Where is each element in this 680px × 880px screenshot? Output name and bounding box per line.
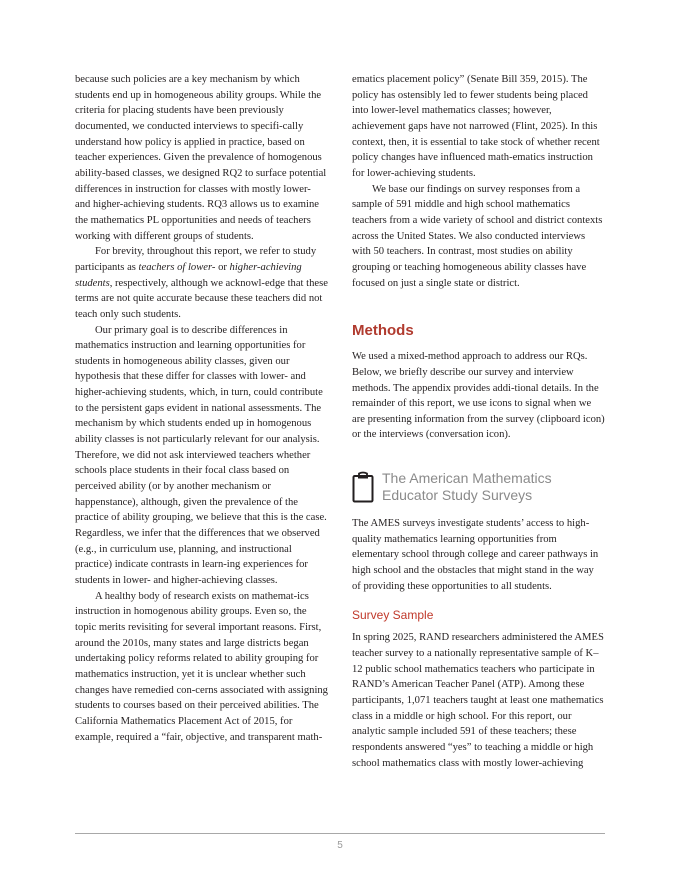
right-column [352, 72, 605, 771]
body-paragraph: For brevity, throughout this report, we refer to study participants as teachers of lower- or higher-achieving students, respectively, although we acknowl-edge that these terms are not quite accurate because these teachers did not teach only such students. [75, 246, 328, 320]
ames-section-header [352, 470, 605, 504]
body-paragraph: because such policies are a key mechanism by which students end up in homogeneous ability groups. While the criteria for placing students have been previously documented, we conducted interviews to specifi-cally understand how policy is applied in practice, based on teacher experiences. Given the prevalence of homogenous ability-based classes, we designed RQ2 to surface potential differences in instruction for classes with mostly lower- and higher-achieving students. RQ3 allows us to examine the mathematics PL opportunities and needs of teachers working with different groups of students. [75, 74, 327, 242]
left-column [75, 72, 328, 745]
body-paragraph: A healthy body of research exists on mathemat-ics instruction in homogenous ability groups. Even so, the topic merits revisiting for several important reasons. First, around the 2010s, many states and large districts began undertaking policy reforms related to ability grouping for mathematics instruction, yet it is unclear whether such changes have remedied con-cerns associated with assigning students to courses based on their perceived abilities. The California Mathematics Placement Act of 2015, for example, required a “fair, objective, and transparent math- [75, 590, 328, 743]
footer-divider [75, 833, 605, 834]
body-paragraph: ematics placement policy” (Senate Bill 359, 2015). The policy has ostensibly led to fewer students being placed into lower-level mathematics classes; however, achievement gaps have not narrowed (Flint, 2025). In this context, then, it is essential to take stock of whether recent policy changes have influenced math-ematics instruction for lower-achieving students. [352, 74, 600, 179]
ames-heading: The American Mathematics Educator Study Surveys [382, 470, 552, 504]
page-number: 5 [337, 840, 343, 851]
methods-heading: Methods [352, 322, 414, 340]
ames-paragraph: The AMES surveys investigate students’ access to high-quality mathematics learning opportunities from elementary school through college and career pathways in high school and the obstacles that might stand in the way of providing these opportunities to all students. [352, 518, 599, 592]
clipboard-icon [352, 471, 374, 503]
methods-paragraph: We used a mixed-method approach to address our RQs. Below, we briefly describe our survey and interview methods. The appendix provides addi-tional details. In the remainder of this report, we use icons to signal when we are presenting information from the survey (clipboard icon) or the interviews (conversation icon). [352, 351, 605, 441]
body-paragraph: We base our findings on survey responses from a sample of 591 middle and high school mathematics teachers from a wide variety of school and district contexts across the United States. We also conducted interviews with 50 teachers. In contrast, most studies on ability grouping or teaching homogeneous ability classes have focused on just a single state or district. [352, 183, 603, 289]
body-paragraph: Our primary goal is to describe differences in mathematics instruction and learning opportunities for students in homogeneous ability classes, given our hypothesis that these differ for classes with lower- and higher-achieving students, which, in turn, could contribute to the persistent gaps evident in national assessments. The mechanism by which students ended up in homogenous ability classes is not particularly relevant for our analysis. Therefore, we did not ask interviewed teachers whether schools place students in their focal class based on perceived ability (or by another mechanism or happenstance), although, given the prevalence of the practice of ability grouping, we believe that this is the case. Regardless, we infer that the differences that we observed (e.g., in curriculum use, planning, and instructional practice) indicate contrasts in learn-ing experiences for students in lower- and higher-achieving classes. [75, 324, 327, 586]
survey-sample-heading: Survey Sample [352, 608, 434, 623]
survey-sample-paragraph: In spring 2025, RAND researchers administered the AMES teacher survey to a nationally representative sample of K–12 public school mathematics teachers who participate in RAND’s American Teacher Panel (ATP). Among these participants, 1,071 teachers taught at least one mathematics class in a middle or high school. For this report, our analytic sample included 591 of these teachers; these respondents answered “yes” to teaching a middle or high school mathematics class with mostly lower-achieving [352, 632, 604, 769]
